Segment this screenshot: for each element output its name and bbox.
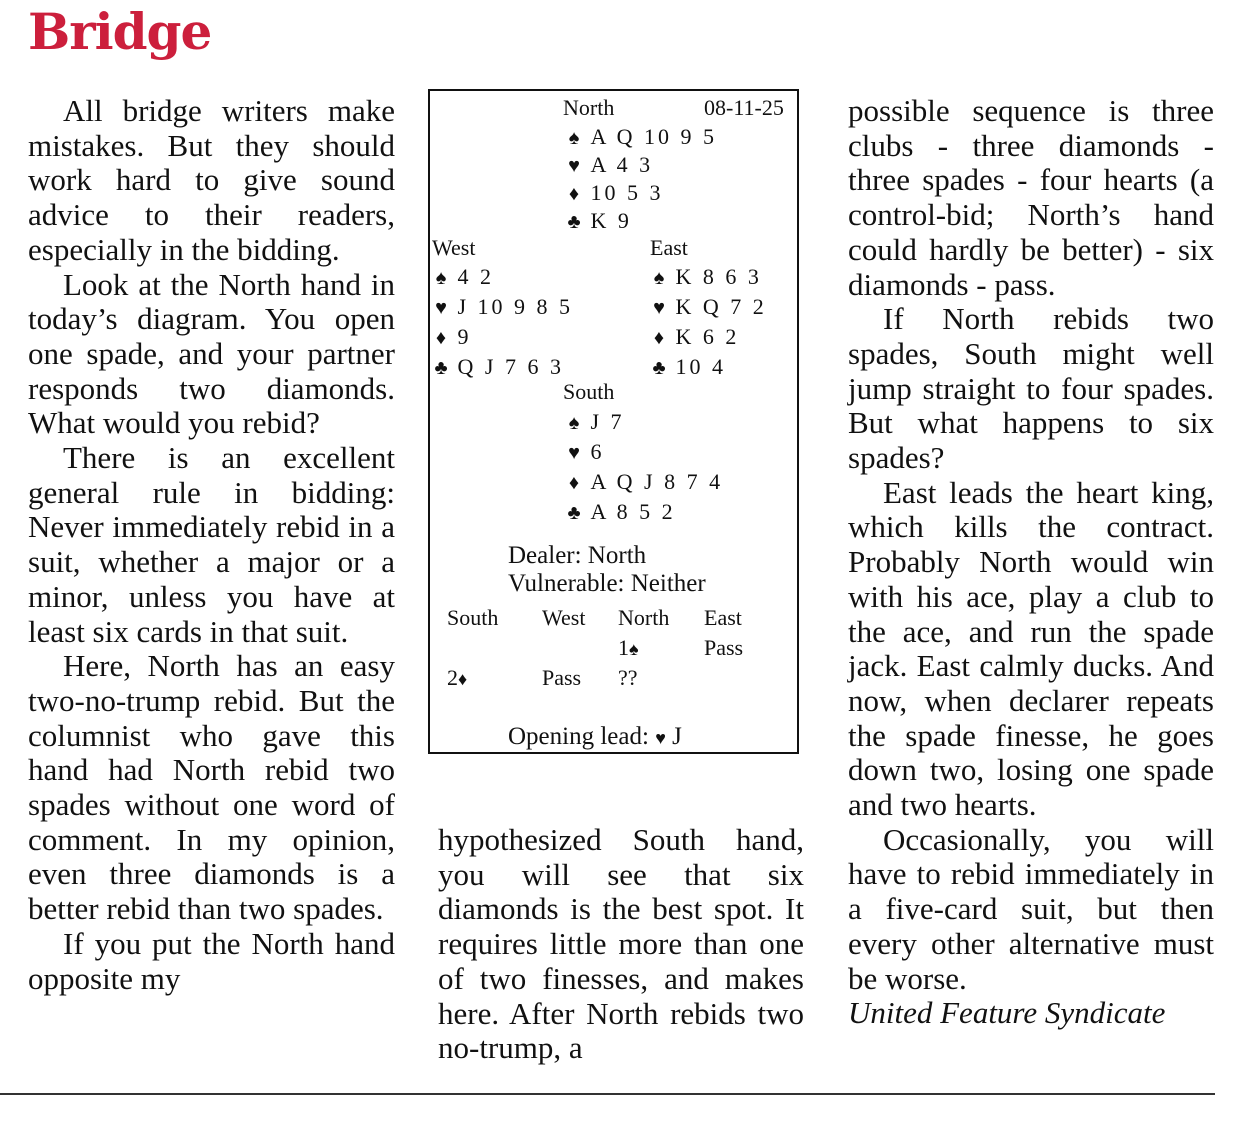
- diagram-date: 08-11-25: [704, 95, 784, 120]
- heart-icon: ♥: [568, 442, 580, 464]
- east-label: East: [650, 235, 688, 260]
- diamond-icon: ♦: [653, 327, 665, 349]
- club-icon: ♣: [652, 357, 666, 379]
- auction-header-north: North: [618, 605, 670, 630]
- north-hearts: ♥ A 4 3: [563, 150, 653, 181]
- auction-header-west: West: [542, 605, 586, 630]
- opening-lead: Opening lead: ♥ J: [508, 723, 682, 750]
- south-clubs: ♣ A 8 5 2: [563, 497, 676, 528]
- club-icon: ♣: [434, 357, 448, 379]
- club-icon: ♣: [567, 502, 581, 524]
- heart-icon: ♥: [435, 297, 447, 319]
- dealer-info: Dealer: North: [508, 542, 647, 569]
- spade-icon: ♠: [653, 267, 665, 289]
- article-column-1: [28, 94, 395, 996]
- diamond-icon: ♦: [568, 183, 580, 205]
- article-column-3: [848, 94, 1214, 1031]
- paragraph: If North rebids two spades, South might well jump straight to four spades. But what happens to six spades?: [848, 301, 1214, 476]
- spade-icon: ♠: [568, 412, 580, 434]
- diamond-icon: ♦: [568, 472, 580, 494]
- paragraph: Occasionally, you will have to rebid immediately in a five-card suit, but then every other alternative must be worse.: [848, 821, 1214, 996]
- paragraph: East leads the heart king, which kills the contract. Probably North would win with his ace, play a club to the ace, and run the spade jack. East calmly ducks. And now, when declarer repeats the spade finesse, he goes down two, losing one spade and two hearts.: [848, 474, 1214, 823]
- auction-bid-north-1: 1♠: [618, 635, 639, 660]
- page-title: Bridge: [28, 2, 212, 61]
- spade-icon: ♠: [568, 127, 580, 149]
- south-hearts: ♥ 6: [563, 437, 605, 468]
- paragraph: All bridge writers make mistakes. But they should work hard to give sound advice to their readers, especially in the bidding.: [28, 93, 395, 267]
- article-column-2: [438, 823, 804, 1066]
- paragraph: Look at the North hand in today’s diagram. You open one spade, and your partner responds two diamonds. What would you rebid?: [28, 266, 395, 441]
- diamond-icon: ♦: [458, 669, 468, 689]
- west-clubs: ♣ Q J 7 6 3: [430, 352, 564, 383]
- south-spades: ♠ J 7: [563, 407, 625, 438]
- west-spades: ♠ 4 2: [430, 262, 494, 293]
- paragraph: hypothesized South hand, you will see that six diamonds is the best spot. It requires little more than one of two finesses, and makes here. After North rebids two no-trump, a: [438, 822, 804, 1066]
- heart-icon: ♥: [653, 297, 665, 319]
- spade-icon: ♠: [435, 267, 447, 289]
- credit-line: United Feature Syndicate: [848, 995, 1166, 1031]
- auction-header-south: South: [447, 605, 499, 630]
- north-diamonds: ♦ 10 5 3: [563, 178, 664, 209]
- north-spades: ♠ A Q 10 9 5: [563, 122, 717, 153]
- south-diamonds: ♦ A Q J 8 7 4: [563, 467, 723, 498]
- paragraph: There is an excellent general rule in bidding: Never immediately rebid in a suit, whether a major or a minor, unless you have at least six cards in that suit.: [28, 440, 395, 649]
- east-clubs: ♣ 10 4: [648, 352, 726, 383]
- east-hearts: ♥ K Q 7 2: [648, 292, 767, 323]
- east-diamonds: ♦ K 6 2: [648, 322, 739, 353]
- auction-header-east: East: [704, 605, 742, 630]
- paragraph: possible sequence is three clubs - three diamonds - three spades - four hearts (a control-bid; North’s hand could hardly be better) - six diamonds - pass.: [848, 93, 1214, 302]
- bottom-divider: [0, 1093, 1215, 1095]
- south-label: South: [563, 379, 615, 404]
- auction-bid-north-2: ??: [618, 665, 638, 690]
- heart-icon: ♥: [568, 155, 580, 177]
- auction-bid-east-1: Pass: [704, 635, 744, 660]
- auction-bid-south-1: 2♦: [447, 665, 468, 690]
- heart-icon: ♥: [655, 728, 666, 748]
- paragraph: If you put the North hand opposite my: [28, 925, 395, 996]
- diamond-icon: ♦: [435, 327, 447, 349]
- bridge-diagram: [428, 89, 799, 754]
- paragraph: Here, North has an easy two-no-trump rebid. But the columnist who gave this hand had North rebid two spades without one word of comment. In my opinion, even three diamonds is a better rebid than two spades.: [28, 648, 395, 927]
- west-hearts: ♥ J 10 9 8 5: [430, 292, 573, 323]
- east-spades: ♠ K 8 6 3: [648, 262, 762, 293]
- west-diamonds: ♦ 9: [430, 322, 472, 353]
- west-label: West: [432, 235, 476, 260]
- vulnerability-info: Vulnerable: Neither: [508, 570, 706, 597]
- spade-icon: ♠: [629, 639, 639, 659]
- north-clubs: ♣ K 9: [563, 206, 632, 237]
- auction-bid-west-1: Pass: [542, 665, 582, 690]
- club-icon: ♣: [567, 211, 581, 233]
- north-label: North: [563, 95, 615, 120]
